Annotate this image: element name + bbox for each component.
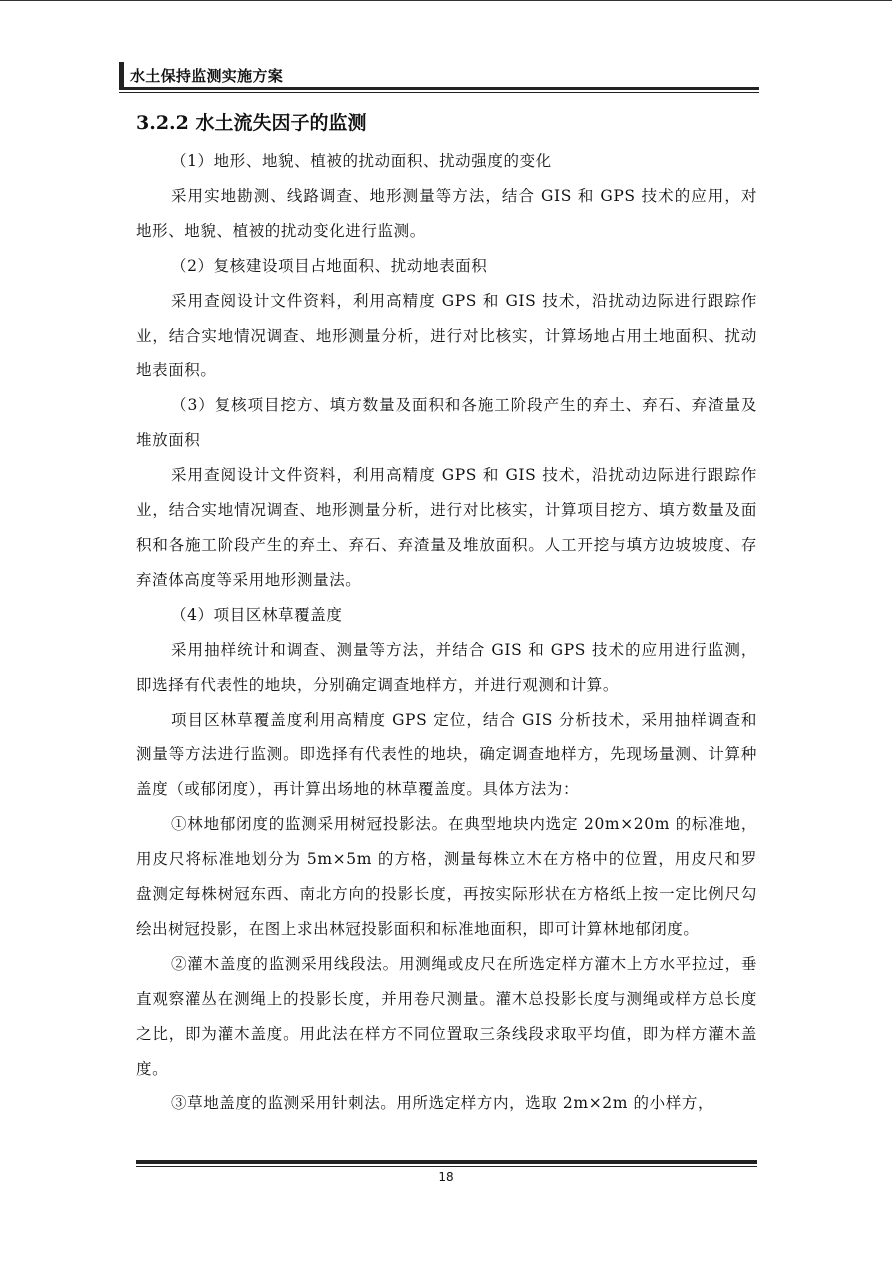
footer-rule-thin [136, 1166, 757, 1167]
footer-rule-thick [136, 1160, 757, 1164]
paragraph-6: ①林地郁闭度的监测采用树冠投影法。在典型地块内选定 20m×20m 的标准地，用皮尺将标准地划分为 5m×5m 的方格，测量每株立木在方格中的位置，用皮尺和罗盘测定每株树冠东西、南北方向的投影长度，再按实际形状在方格纸上按一定比例尺勾绘出树冠投影，在图上求出林冠投影面积和标准地面积，即可计算林地郁闭度。 [136, 815, 757, 938]
paragraph-3: 采用查阅设计文件资料，利用高精度 GPS 和 GIS 技术，沿扰动边际进行跟踪作业，结合实地情况调查、地形测量分析，进行对比核实，计算项目挖方、填方数量及面积和各施工阶段产生的弃土、弃石、弃渣量及堆放面积。人工开挖与填方边坡坡度、存弃渣体高度等采用地形测量法。 [136, 466, 757, 589]
subheading-4: （4）项目区林草覆盖度 [171, 605, 343, 624]
subheading-1: （1）地形、地貌、植被的扰动面积、扰动强度的变化 [171, 152, 552, 170]
subheading-3: （3）复核项目挖方、填方数量及面积和各施工阶段产生的弃土、弃石、弃渣量及堆放面积 [136, 396, 757, 450]
header-bar [119, 62, 124, 89]
header-rule-thin [119, 92, 759, 93]
paragraph-4: 采用抽样统计和调查、测量等方法，并结合 GIS 和 GPS 技术的应用进行监测，即选择有代表性的地块，分别确定调查地样方，并进行观测和计算。 [136, 640, 757, 694]
page-top-border [0, 0, 892, 1]
paragraph-5: 项目区林草覆盖度利用高精度 GPS 定位，结合 GIS 分析技术，采用抽样调查和测量等方法进行监测。即选择有代表性的地块，确定调查地样方，先现场量测、计算种盖度（或郁闭度），再计算出场地的林草覆盖度。具体方法为： [136, 710, 757, 799]
header-title: 水土保持监测实施方案 [130, 67, 284, 85]
paragraph-7: ②灌木盖度的监测采用线段法。用测绳或皮尺在所选定样方灌木上方水平拉过，垂直观察灌丛在测绳上的投影长度，并用卷尺测量。灌木总投影长度与测绳或样方总长度之比，即为灌木盖度。用此法在样方不同位置取三条线段求取平均值，即为样方灌木盖度。 [136, 954, 757, 1078]
subheading-2: （2）复核建设项目占地面积、扰动地表面积 [171, 256, 488, 275]
page-number: 18 [438, 1170, 454, 1184]
header-rule-thick [119, 87, 759, 90]
paragraph-1: 采用实地勘测、线路调查、地形测量等方法，结合 GIS 和 GPS 技术的应用，对地形、地貌、植被的扰动变化进行监测。 [136, 186, 757, 240]
body-text [136, 144, 757, 1121]
section-heading: 3.2.2 水土流失因子的监测 [136, 112, 367, 134]
paragraph-2: 采用查阅设计文件资料，利用高精度 GPS 和 GIS 技术，沿扰动边际进行跟踪作业，结合实地情况调查、地形测量分析，进行对比核实，计算场地占用土地面积、扰动地表面积。 [136, 291, 757, 380]
running-header [119, 62, 759, 92]
paragraph-8: ③草地盖度的监测采用针刺法。用所选定样方内，选取 2m×2m 的小样方， [171, 1094, 715, 1113]
